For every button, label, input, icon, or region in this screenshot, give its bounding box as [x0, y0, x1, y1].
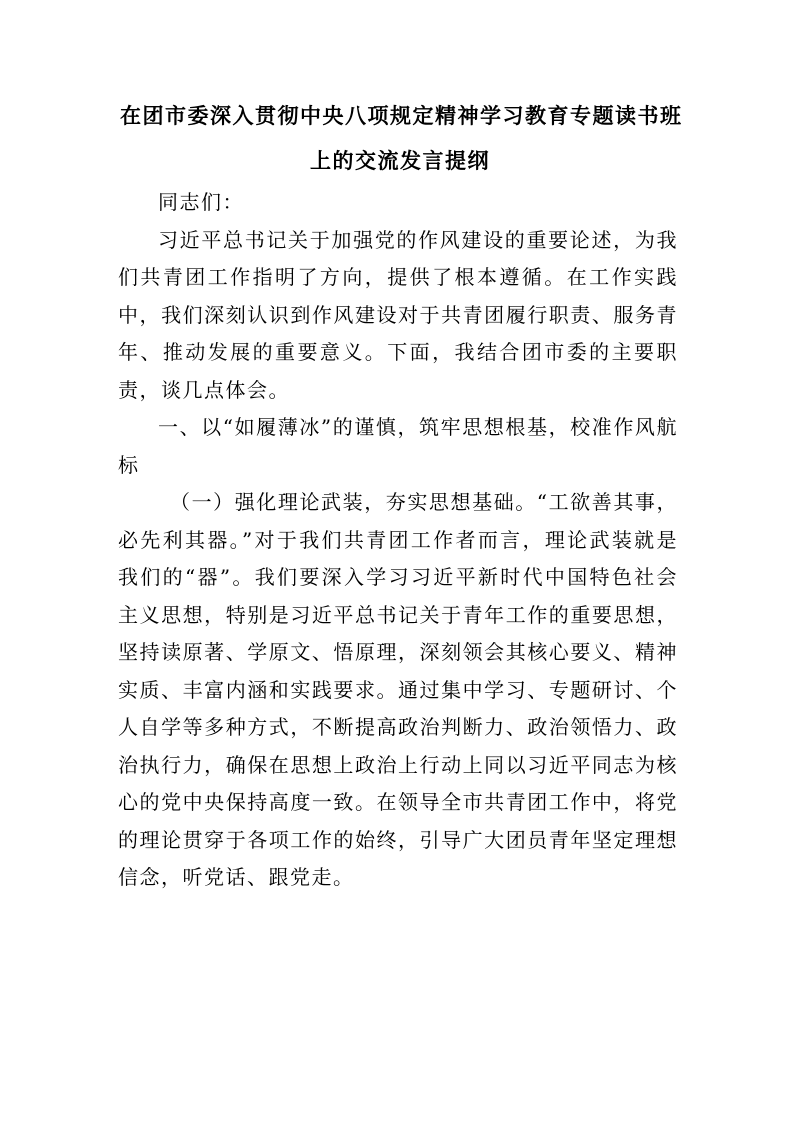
document-title-line-1: 在团市委深入贯彻中央八项规定精神学习教育专题读书班	[120, 103, 683, 128]
section-heading-1: 一、以“如履薄冰”的谨慎，筑牢思想根基，校准作风航标	[118, 415, 678, 477]
document-body	[118, 184, 678, 897]
intro-paragraph: 习近平总书记关于加强党的作风建设的重要论述，为我们共青团工作指明了方向，提供了根本遵循。在工作实践中，我们深刻认识到作风建设对于共青团履行职责、服务青年、推动发展的重要意义。下面，我结合团市委的主要职责，谈几点体会。	[118, 227, 678, 402]
salutation: 同志们：	[158, 190, 244, 214]
subsection-paragraph-1: （一）强化理论武装，夯实思想基础。“工欲善其事，必先利其器。”对于我们共青团工作者而言，理论武装就是我们的“器”。我们要深入学习习近平新时代中国特色社会主义思想，特别是习近平总书记关于青年工作的重要思想，坚持读原著、学原文、悟原理，深刻领会其核心要义、精神实质、丰富内涵和实践要求。通过集中学习、专题研讨、个人自学等多种方式，不断提高政治判断力、政治领悟力、政治执行力，确保在思想上政治上行动上同以习近平同志为核心的党中央保持高度一致。在领导全市共青团工作中，将党的理论贯穿于各项工作的始终，引导广大团员青年坚定理想信念，听党话、跟党走。	[118, 490, 678, 889]
document-title-line-2: 上的交流发言提纲	[310, 148, 490, 173]
